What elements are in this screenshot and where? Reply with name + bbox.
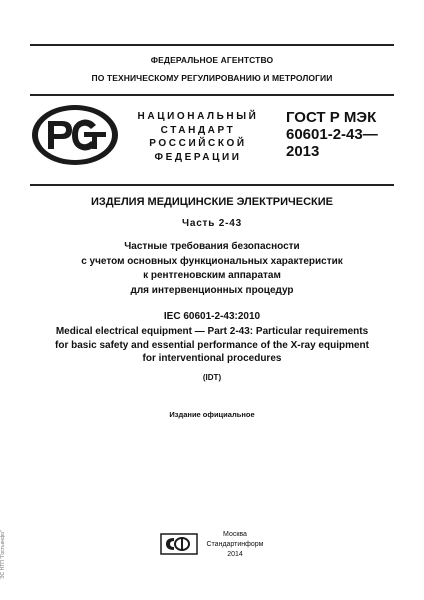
agency-name-line1: ФЕДЕРАЛЬНОЕ АГЕНТСТВО: [150, 55, 274, 65]
national-standard-label: [128, 110, 268, 164]
publisher-city: Москва: [223, 531, 247, 538]
designation-line: 60601-2-43—: [286, 126, 378, 143]
publisher-year: 2014: [227, 551, 243, 558]
publisher-name: Стандартинформ: [206, 541, 264, 548]
standartinform-logo-icon: [160, 533, 198, 555]
iec-reference: IEC 60601-2-43:2010: [163, 311, 261, 322]
english-title-line: for basic safety and essential performance of the X-ray equipment: [55, 339, 369, 351]
national-line: СТАНДАРТ: [160, 124, 236, 136]
document-part: Часть 2-43: [182, 218, 242, 229]
national-line: РОССИЙСКОЙ: [149, 138, 247, 149]
document-title: ИЗДЕЛИЯ МЕДИЦИНСКИЕ ЭЛЕКТРИЧЕСКИЕ: [90, 196, 334, 208]
rst-emblem-icon: [30, 103, 120, 167]
subtitle-line: Частные требования безопасности: [124, 241, 300, 252]
english-title-line: Medical electrical equipment — Part 2-43: Particular requirements: [55, 326, 369, 337]
publisher-info: [200, 530, 270, 560]
english-title: [20, 325, 404, 366]
side-watermark: ЭС НТП "Гостьинфо": [0, 530, 6, 580]
designation-line: ГОСТ Р МЭК: [286, 109, 377, 126]
lower-rule: [30, 184, 394, 186]
edition-label: Издание официальное: [169, 410, 255, 419]
subtitle-line: к рентгеновским аппаратам: [143, 270, 281, 281]
middle-rule: [30, 94, 394, 96]
idt-marker: (IDT): [202, 373, 222, 382]
subtitle-line: с учетом основных функциональных характеристик: [81, 255, 343, 267]
national-line: НАЦИОНАЛЬНЫЙ: [137, 111, 259, 122]
agency-name-line2: ПО ТЕХНИЧЕСКОМУ РЕГУЛИРОВАНИЮ И МЕТРОЛОГИИ: [91, 73, 333, 83]
top-rule: [30, 44, 394, 46]
designation-line: 2013: [286, 143, 320, 160]
english-title-line: for interventional procedures: [142, 353, 282, 364]
subtitle-line: для интервенционных процедур: [130, 284, 294, 296]
national-line: ФЕДЕРАЦИИ: [154, 151, 242, 163]
standard-designation: [286, 109, 396, 160]
russian-subtitle: [20, 240, 404, 298]
